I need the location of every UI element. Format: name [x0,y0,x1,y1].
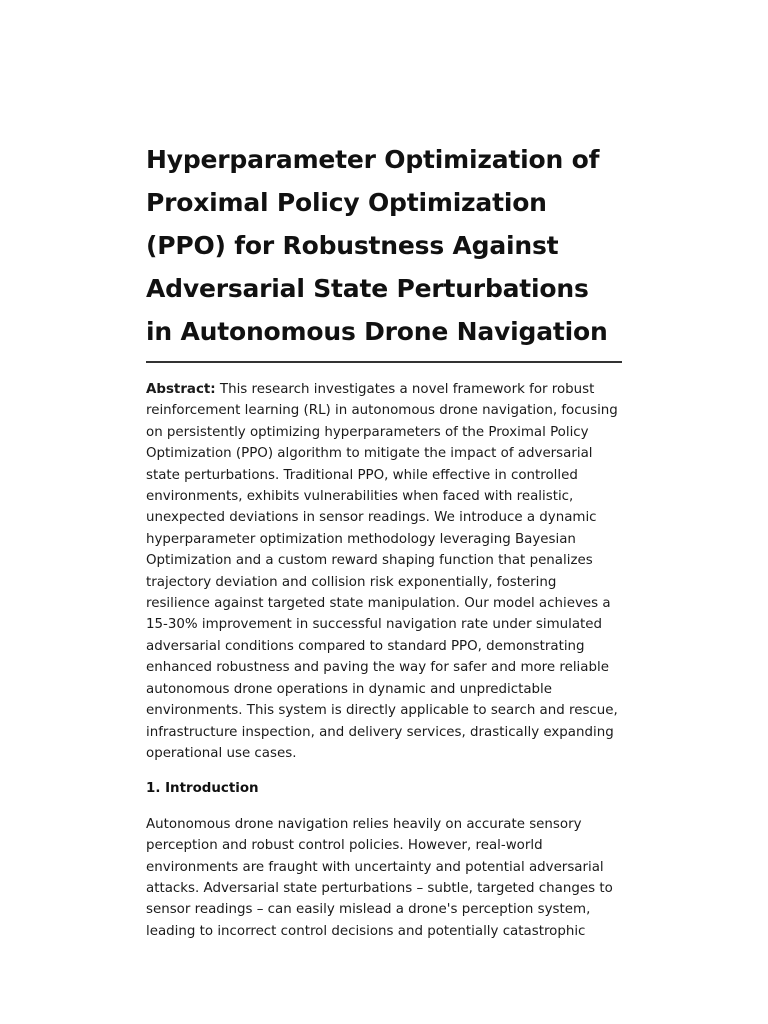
paper-page [146,138,622,942]
abstract-label: Abstract: [146,382,216,397]
introduction-paragraph: Autonomous drone navigation relies heavily on accurate sensory perception and robust control policies. However, real-world environments are fraught with uncertainty and potential adversarial attacks. Adversarial state perturbations – subtle, targeted changes to sensor readings – can easily mislead a drone's perception system, leading to incorrect control decisions and potentially catastrophic [146,816,613,939]
abstract [146,379,622,764]
section-heading-introduction: 1. Introduction [146,781,259,797]
abstract-text: This research investigates a novel framework for robust reinforcement learning (RL) in autonomous drone navigation, focusing on persistently optimizing hyperparameters of the Proximal Policy Optimization (PPO) algorithm to mitigate the impact of adversarial state perturbations. Traditional PPO, while effective in controlled environments, exhibits vulnerabilities when faced with realistic, unexpected deviations in sensor readings. We introduce a dynamic hyperparameter optimization methodology leveraging Bayesian Optimization and a custom reward shaping function that penalizes trajectory deviation and collision risk exponentially, fostering resilience against targeted state manipulation. Our model achieves a 15-30% improvement in successful navigation rate under simulated adversarial conditions compared to standard PPO, demonstrating enhanced robustness and paving the way for safer and more reliable autonomous drone operations in dynamic and unpredictable environments. This system is directly applicable to search and rescue, infrastructure inspection, and delivery services, drastically expanding operational use cases. [146,382,618,761]
paper-title: Hyperparameter Optimization of Proximal Policy Optimization (PPO) for Robustness Against Adversarial State Perturbations in Autonomous Drone Navigation [146,138,622,363]
